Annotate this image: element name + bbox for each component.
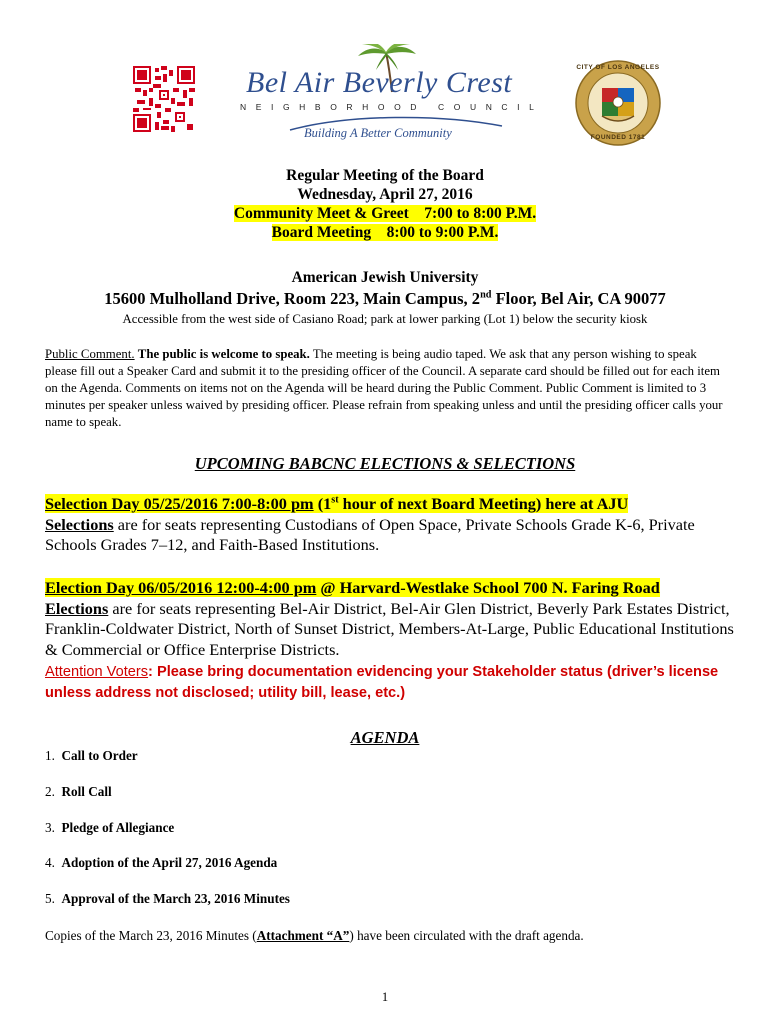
election-day-highlight xyxy=(45,578,660,597)
meet-greet-line xyxy=(0,204,770,223)
minutes-note-pre: Copies of the March 23, 2016 Minutes ( xyxy=(45,928,257,943)
agenda-item-number: 1. xyxy=(45,748,55,763)
meeting-title: Regular Meeting of the Board xyxy=(286,167,484,184)
logo-tagline: Building A Better Community xyxy=(304,126,452,140)
public-comment-paragraph xyxy=(45,346,725,431)
board-meeting-line xyxy=(0,223,770,242)
minutes-note xyxy=(45,928,735,944)
agenda-item-label: Roll Call xyxy=(61,784,112,799)
selections-label: Selections xyxy=(45,514,114,534)
city-of-los-angeles-seal xyxy=(575,60,661,146)
election-day-post: @ Harvard-Westlake School 700 N. Faring Road xyxy=(316,578,660,597)
agenda-item xyxy=(45,748,138,764)
agenda-item-number: 2. xyxy=(45,784,55,799)
election-day-block xyxy=(45,578,735,660)
venue-address xyxy=(0,289,770,308)
agenda-item-label: Pledge of Allegiance xyxy=(61,820,175,835)
babcnc-logo xyxy=(220,44,560,148)
attachment-a-link[interactable]: Attachment “A” xyxy=(256,928,350,943)
seal-bottom-text: FOUNDED 1781 xyxy=(590,134,646,141)
selection-day-pre: (1 xyxy=(313,494,332,513)
selection-day-highlight xyxy=(45,494,628,513)
agenda-item xyxy=(45,891,290,907)
agenda-item xyxy=(45,855,277,871)
elections-heading: UPCOMING BABCNC ELECTIONS & SELECTIONS xyxy=(194,454,576,473)
minutes-note-post: ) have been circulated with the draft agenda. xyxy=(349,928,584,943)
agenda-item-number: 3. xyxy=(45,820,55,835)
public-comment-body: The meeting is being audio taped. We ask that any person wishing to speak please fill out a Speaker Card and submit it to the presiding officer of the Council. A separate card should be filled out for each item on the Agenda. Comments on items not on the Agenda will be heard during the Public Comment. Public Comment is limited to 3 minutes per speaker unless waived by presiding officer. Please refrain from speaking unless and until the presiding officer calls your name to speak. xyxy=(45,347,723,429)
elections-text: are for seats representing Bel-Air District, Bel-Air Glen District, Beverly Park Estates District, Franklin-Coldwater District, North of Sunset District, Members-At-Large, Public Educational Institutions & Commercial or Office Enterprise Districts. xyxy=(45,598,734,659)
selection-day-link[interactable]: Selection Day 05/25/2016 7:00-8:00 pm xyxy=(45,494,314,513)
public-comment-label: Public Comment. xyxy=(45,347,135,361)
venue-name: American Jewish University xyxy=(291,269,479,286)
agenda-item xyxy=(45,784,112,800)
access-note: Accessible from the west side of Casiano Road; park at lower parking (Lot 1) below the security kiosk xyxy=(122,312,648,326)
selection-day-post: hour of next Board Meeting) here at AJU xyxy=(338,494,629,513)
address-part-2: Floor, Bel Air, CA 90077 xyxy=(491,289,666,308)
meeting-date: Wednesday, April 27, 2016 xyxy=(297,186,473,203)
selection-day-block xyxy=(45,494,735,556)
agenda-item-label: Approval of the March 23, 2016 Minutes xyxy=(61,891,290,906)
meet-greet-time: Community Meet & Greet 7:00 to 8:00 P.M. xyxy=(233,205,537,222)
qr-code-graphic xyxy=(133,66,195,132)
agenda-item-number: 5. xyxy=(45,891,55,906)
attention-voters-label: Attention Voters xyxy=(45,664,149,680)
election-day-link[interactable]: Election Day 06/05/2016 12:00-4:00 pm xyxy=(45,578,317,597)
agenda-item xyxy=(45,820,174,836)
address-superscript: nd xyxy=(480,289,492,301)
selections-text: are for seats representing Custodians of Open Space, Private Schools Grade K-6, Private Schools Grades 7–12, and Faith-Based Institutions. xyxy=(45,514,695,554)
agenda-heading: AGENDA xyxy=(350,728,420,747)
agenda-item-label: Adoption of the April 27, 2016 Agenda xyxy=(61,855,278,870)
logo-title: Bel Air Beverly Crest xyxy=(246,66,513,99)
logo-subtitle: NEIGHBORHOOD COUNCIL xyxy=(240,102,544,112)
qr-code[interactable] xyxy=(133,66,195,132)
public-comment-bold: The public is welcome to speak. xyxy=(137,347,310,361)
page-number: 1 xyxy=(381,990,389,1004)
agenda-item-label: Call to Order xyxy=(61,748,138,763)
agenda-item-number: 4. xyxy=(45,855,55,870)
attention-voters-text: : Please bring documentation evidencing your Stakeholder status (driver’s license unless address not disclosed; utility bill, lease, etc.) xyxy=(45,664,719,701)
selection-day-sup: st xyxy=(331,494,339,506)
address-part-1: 15600 Mulholland Drive, Room 223, Main Campus, 2 xyxy=(104,289,481,308)
attention-voters-note xyxy=(45,662,735,704)
seal-top-text: CITY OF LOS ANGELES xyxy=(576,64,660,71)
elections-label: Elections xyxy=(45,598,109,618)
board-meeting-time: Board Meeting 8:00 to 9:00 P.M. xyxy=(271,224,499,241)
